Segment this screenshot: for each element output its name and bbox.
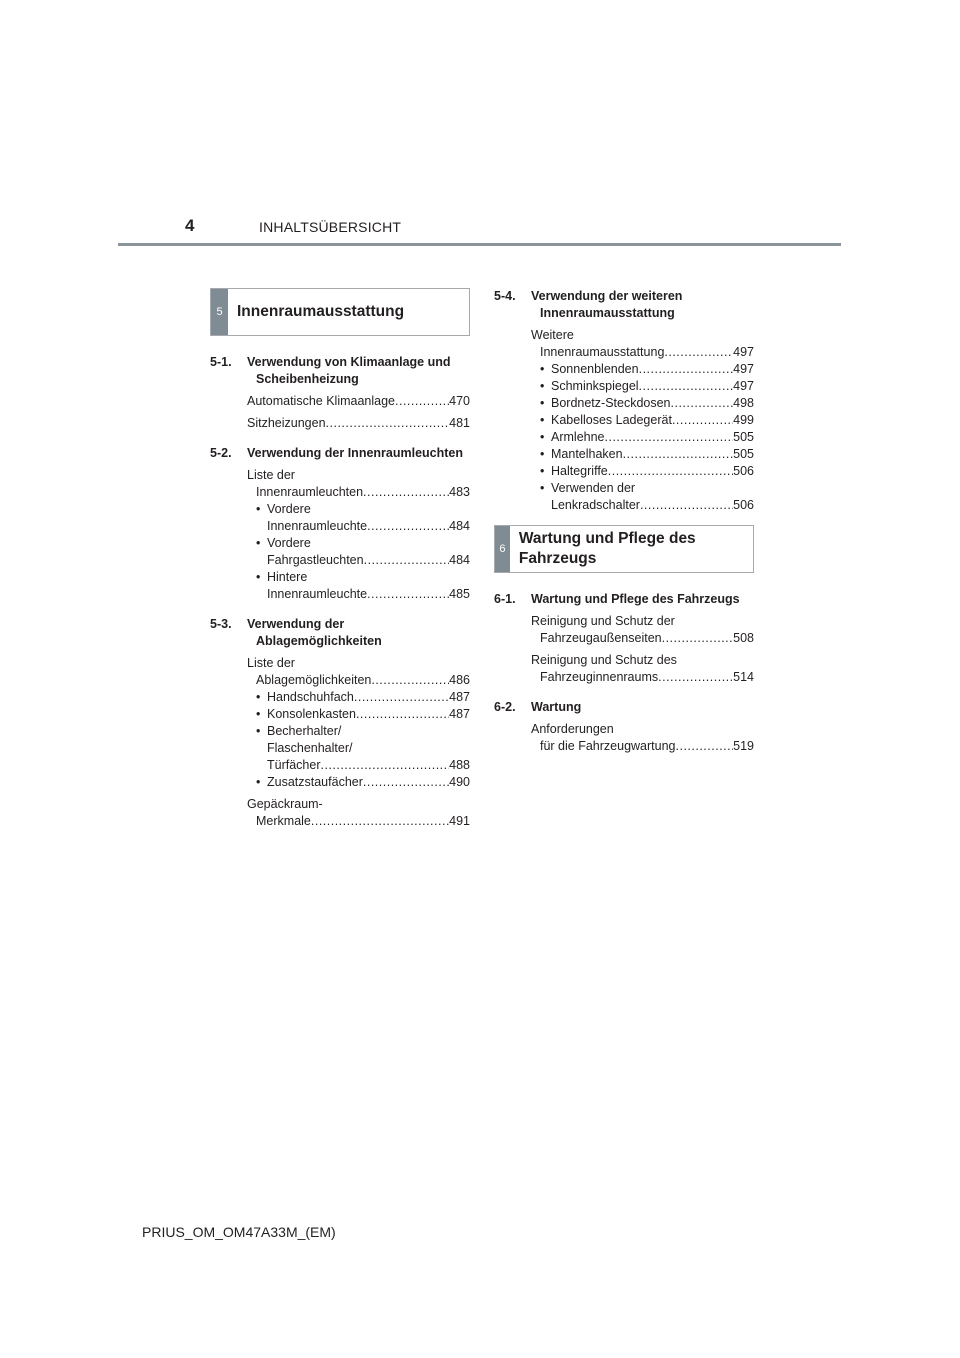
bullet-icon: •	[256, 570, 261, 584]
bullet-icon: •	[256, 707, 261, 721]
toc-bullet-entry[interactable]: • Mantelhaken ..... 505	[540, 446, 754, 463]
page-ref: 470	[449, 394, 470, 408]
toc-bullet-entry[interactable]: • Haltegriffe ..... 506	[540, 463, 754, 480]
page-ref: 506	[733, 464, 754, 478]
page-number: 4	[185, 216, 195, 235]
chapter-5-title: Innenraumausstattung	[237, 303, 405, 320]
toc-bullet-entry[interactable]: • Vordere Innenraumleuchte ..... 484	[256, 501, 470, 535]
header-title: INHALTSÜBERSICHT	[259, 219, 402, 235]
toc-bullet-entry[interactable]: • Verwenden der Lenkradschalter ..... 506	[540, 480, 754, 514]
toc-bullet-entry[interactable]: • Hintere Innenraumleuchte ..... 485	[256, 569, 470, 603]
bullet-icon: •	[540, 362, 545, 376]
section-5-4	[494, 288, 754, 322]
toc-left-column	[210, 288, 470, 830]
toc-bullet-entry[interactable]: • Kabelloses Ladegerät ..... 499	[540, 412, 754, 429]
toc-entry[interactable]: Weitere Innenraumausstattung ..... 497	[531, 327, 754, 361]
toc-entry[interactable]: Sitzheizungen ..... 481	[247, 415, 470, 432]
page-ref: 508	[733, 631, 754, 645]
section-title[interactable]: Wartung und Pflege des Fahrzeugs	[531, 592, 740, 606]
page-ref: 498	[733, 396, 754, 410]
page-ref: 487	[449, 690, 470, 704]
page-ref: 484	[449, 553, 470, 567]
page-ref: 519	[733, 739, 754, 753]
page-ref: 497	[733, 345, 754, 359]
section-6-2	[494, 699, 754, 716]
section-title[interactable]: Wartung	[531, 700, 582, 714]
toc-entry[interactable]: Anforderungen für die Fahrzeugwartung ..... 519	[531, 721, 754, 755]
section-5-1	[210, 354, 470, 388]
page-ref: 505	[733, 430, 754, 444]
chapter-6-title: Wartung und Pflege des Fahrzeugs	[518, 530, 696, 567]
bullet-icon: •	[540, 464, 545, 478]
bullet-icon: •	[256, 502, 261, 516]
section-number: 5-3.	[210, 617, 232, 631]
section-title[interactable]: Verwendung von Klimaanlage und Scheibenheizung	[247, 355, 451, 386]
header-divider	[118, 243, 841, 246]
page-ref: 497	[733, 379, 754, 393]
bullet-icon: •	[256, 536, 261, 550]
chapter-6-box[interactable]	[494, 525, 754, 573]
toc-entry[interactable]: Reinigung und Schutz des Fahrzeuginnenraums ..... 514	[531, 652, 754, 686]
section-number: 6-1.	[494, 592, 516, 606]
page-ref: 483	[449, 485, 470, 499]
bullet-icon: •	[540, 413, 545, 427]
page-ref: 481	[449, 416, 470, 430]
page-ref: 499	[733, 413, 754, 427]
toc-right-column	[494, 288, 754, 755]
section-title[interactable]: Verwendung der Innenraumleuchten	[247, 446, 464, 460]
bullet-icon: •	[540, 430, 545, 444]
page-header	[0, 0, 960, 250]
page-ref: 486	[449, 673, 470, 687]
toc-bullet-entry[interactable]: • Becherhalter/ Flaschenhalter/ Türfächer ..... 488	[256, 723, 470, 774]
bullet-icon: •	[256, 724, 261, 738]
bullet-icon: •	[540, 481, 545, 495]
toc-bullet-entry[interactable]: • Handschuhfach ..... 487	[256, 689, 470, 706]
page-ref: 484	[449, 519, 470, 533]
toc-entry[interactable]: Liste der Innenraumleuchten ..... 483	[247, 467, 470, 501]
section-5-3	[210, 616, 470, 650]
toc-bullet-entry[interactable]: • Sonnenblenden ..... 497	[540, 361, 754, 378]
page-ref: 497	[733, 362, 754, 376]
toc-entry[interactable]: Reinigung und Schutz der Fahrzeugaußenseiten ..... 508	[531, 613, 754, 647]
section-title[interactable]: Verwendung der weiteren Innenraumausstattung	[531, 289, 683, 320]
chapter-6-number: 6	[495, 526, 510, 572]
chapter-5-number: 5	[211, 289, 228, 335]
section-number: 5-2.	[210, 446, 232, 460]
section-number: 6-2.	[494, 700, 516, 714]
bullet-icon: •	[540, 447, 545, 461]
page-ref: 485	[449, 587, 470, 601]
page-ref: 506	[733, 498, 754, 512]
page-ref: 490	[449, 775, 470, 789]
section-6-1	[494, 591, 754, 608]
page-ref: 491	[449, 814, 470, 828]
toc-bullet-entry[interactable]: • Konsolenkasten ..... 487	[256, 706, 470, 723]
page-ref: 505	[733, 447, 754, 461]
chapter-5-box[interactable]	[210, 288, 470, 336]
bullet-icon: •	[540, 396, 545, 410]
bullet-icon: •	[256, 690, 261, 704]
document-code: PRIUS_OM_OM47A33M_(EM)	[142, 1224, 336, 1240]
toc-entry[interactable]: Gepäckraum- Merkmale ..... 491	[247, 796, 470, 830]
toc-bullet-entry[interactable]: • Schminkspiegel ..... 497	[540, 378, 754, 395]
page-ref: 514	[733, 670, 754, 684]
toc-bullet-entry[interactable]: • Armlehne ..... 505	[540, 429, 754, 446]
toc-entry[interactable]: Liste der Ablagemöglichkeiten ..... 486	[247, 655, 470, 689]
page-ref: 488	[449, 758, 470, 772]
section-title[interactable]: Verwendung der Ablagemöglichkeiten	[247, 617, 382, 648]
toc-bullet-entry[interactable]: • Vordere Fahrgastleuchten ..... 484	[256, 535, 470, 569]
bullet-icon: •	[540, 379, 545, 393]
toc-bullet-entry[interactable]: • Zusatzstaufächer ..... 490	[256, 774, 470, 791]
section-number: 5-1.	[210, 355, 232, 369]
section-number: 5-4.	[494, 289, 516, 303]
toc-bullet-entry[interactable]: • Bordnetz-Steckdosen ..... 498	[540, 395, 754, 412]
toc-entry[interactable]: Automatische Klimaanlage ..... 470	[247, 393, 470, 410]
section-5-2	[210, 445, 470, 462]
bullet-icon: •	[256, 775, 261, 789]
page-ref: 487	[449, 707, 470, 721]
